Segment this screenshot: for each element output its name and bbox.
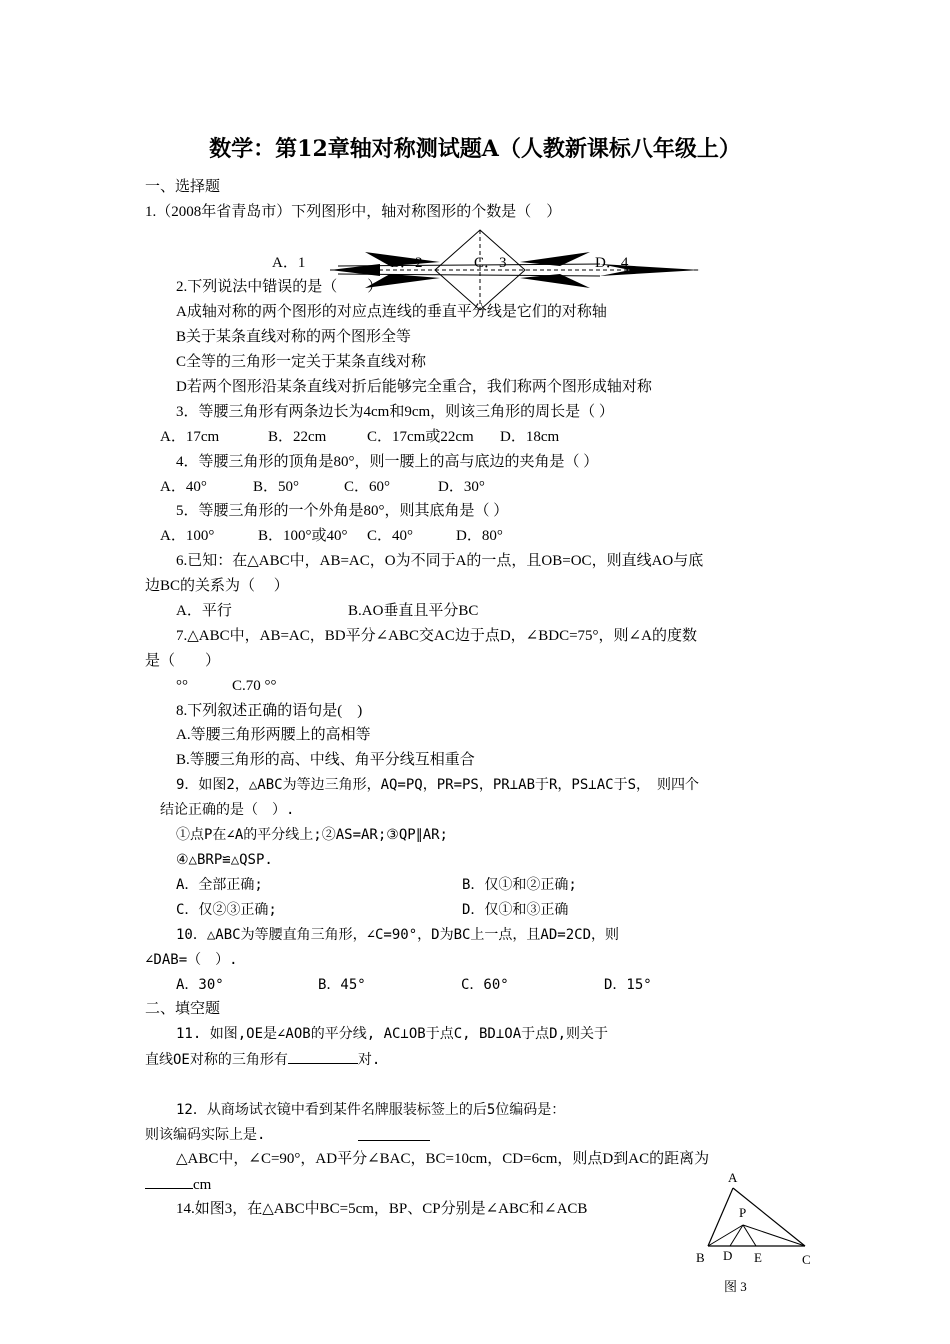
fig3-label-p: P xyxy=(739,1205,747,1220)
fig3-label-e: E xyxy=(754,1250,762,1265)
q1-option-c: C．3 xyxy=(474,255,507,271)
q5-option-c: C．40° xyxy=(367,528,414,544)
q3-option-d: D．18cm xyxy=(500,429,560,445)
q12-answer-blank[interactable] xyxy=(358,1140,430,1141)
q1-stem: 1.（2008年省青岛市）下列图形中，轴对称图形的个数是（ ） xyxy=(145,204,562,220)
q9-option-b: B．仅①和②正确; xyxy=(462,877,577,893)
q9-line-3: ①点P在∠A的平分线上;②AS=AR;③QP∥AR; xyxy=(176,827,448,843)
q4-option-b: B．50° xyxy=(253,479,300,495)
q3-option-a: A．17cm xyxy=(160,429,220,445)
q8-option-b: B.等腰三角形的高、中线、角平分线互相重合 xyxy=(176,752,475,768)
q8-stem: 8.下列叙述正确的语句是( ) xyxy=(176,703,363,719)
fig3-label-a: A xyxy=(728,1170,738,1185)
q3-stem: 3．等腰三角形有两条边长为4cm和9cm，则该三角形的周长是（ ） xyxy=(176,404,614,420)
q9-option-a: A．全部正确; xyxy=(176,877,263,893)
section-heading-fill: 二、填空题 xyxy=(145,1001,221,1017)
q4-option-d: D．30° xyxy=(438,479,485,495)
q9-line-1: 9．如图2，△ABC为等边三角形，AQ=PQ，PR=PS，PR⊥AB于R，PS⊥AC于S， 则四个 xyxy=(176,777,700,793)
q7-option-a: °° xyxy=(176,678,188,694)
q10-option-b: B．45° xyxy=(318,977,366,993)
q13-line-1: △ABC中，∠C=90°，AD平分∠BAC，BC=10cm，CD=6cm，则点D到AC的距离为 xyxy=(176,1151,710,1167)
q1-option-d: D．4 xyxy=(595,255,629,271)
q11-suffix: 对. xyxy=(357,1052,381,1068)
q5-option-a: A．100° xyxy=(160,528,215,544)
q12-line-1: 12．从商场试衣镜中看到某件名牌服装标签上的后5位编码是： xyxy=(176,1102,566,1118)
q13-answer-blank[interactable] xyxy=(145,1174,193,1189)
q11-answer-blank[interactable] xyxy=(288,1049,358,1064)
fig3-label-c: C xyxy=(802,1252,811,1267)
q2-option-b: B关于某条直线对称的两个图形全等 xyxy=(176,329,412,345)
fig3-label-d: D xyxy=(723,1248,733,1263)
q1-option-b: B．2 xyxy=(390,255,423,271)
q2-option-c: C全等的三角形一定关于某条直线对称 xyxy=(176,354,427,370)
q11-line-1: 11. 如图,OE是∠AOB的平分线, AC⊥OB于点C, BD⊥OA于点D,则关于 xyxy=(176,1026,609,1042)
q10-option-a: A．30° xyxy=(176,977,224,993)
fig3-side-ab xyxy=(708,1188,733,1246)
q5-option-b: B．100°或40° xyxy=(258,528,348,544)
q6-option-b: B.AO垂直且平分BC xyxy=(348,603,479,619)
q3-option-c: C．17cm或22cm xyxy=(367,429,474,445)
q5-stem: 5．等腰三角形的一个外角是80°，则其底角是（ ） xyxy=(176,503,509,519)
q11-line-2: 直线OE对称的三角形有 xyxy=(145,1052,288,1068)
q6-line-1: 6.已知：在△ABC中，AB=AC，O为不同于A的一点，且OB=OC，则直线AO与底 xyxy=(176,553,704,569)
q12-line-2: 则该编码实际上是. xyxy=(145,1127,266,1143)
q4-option-c: C．60° xyxy=(344,479,391,495)
q2-stem: 2.下列说法中错误的是（ ） xyxy=(176,279,383,295)
q9-line-2: 结论正确的是（ ）. xyxy=(160,802,295,818)
q9-line-4: ④△BRP≌△QSP. xyxy=(176,852,273,868)
q5-option-d: D．80° xyxy=(456,528,503,544)
q13-unit: cm xyxy=(193,1177,212,1193)
q6-option-a: A．平行 xyxy=(176,603,232,619)
q10-line-2: ∠DAB=（ ）. xyxy=(145,952,238,968)
q7-option-c: C.70 °° xyxy=(232,678,277,694)
figure-3 xyxy=(690,1168,820,1298)
q14-line-1: 14.如图3，在△ABC中BC=5cm，BP、CP分别是∠ABC和∠ACB xyxy=(176,1201,588,1217)
q7-line-1: 7.△ABC中，AB=AC，BD平分∠ABC交AC边于点D，∠BDC=75°，则∠A的度数 xyxy=(176,628,697,644)
q4-option-a: A．40° xyxy=(160,479,207,495)
q6-line-2: 边BC的关系为（ ） xyxy=(145,578,289,594)
fig3-label-b: B xyxy=(696,1250,705,1265)
q1-option-a: A．1 xyxy=(272,255,306,271)
q10-option-c: C．60° xyxy=(461,977,509,993)
q4-stem: 4．等腰三角形的顶角是80°，则一腰上的高与底边的夹角是（ ） xyxy=(176,454,599,470)
q3-option-b: B．22cm xyxy=(268,429,327,445)
page-title: 数学：第12章轴对称测试题A（人教新课标八年级上） xyxy=(209,136,741,162)
q10-option-d: D．15° xyxy=(604,977,652,993)
q7-line-2: 是（ ） xyxy=(145,653,221,669)
section-heading-choice: 一、选择题 xyxy=(145,179,221,195)
q9-option-c: C．仅②③正确; xyxy=(176,902,277,918)
q10-line-1: 10．△ABC为等腰直角三角形，∠C=90°，D为BC上一点，且AD=2CD，则 xyxy=(176,927,620,943)
fig3-caption: 图 3 xyxy=(724,1279,747,1294)
q2-option-d: D若两个图形沿某条直线对折后能够完全重合，我们称两个图形成轴对称 xyxy=(176,379,652,395)
q2-option-a: A成轴对称的两个图形的对应点连线的垂直平分线是它们的对称轴 xyxy=(176,304,607,320)
q9-option-d: D．仅①和③正确 xyxy=(462,902,569,918)
q8-option-a: A.等腰三角形两腰上的高相等 xyxy=(176,727,371,743)
